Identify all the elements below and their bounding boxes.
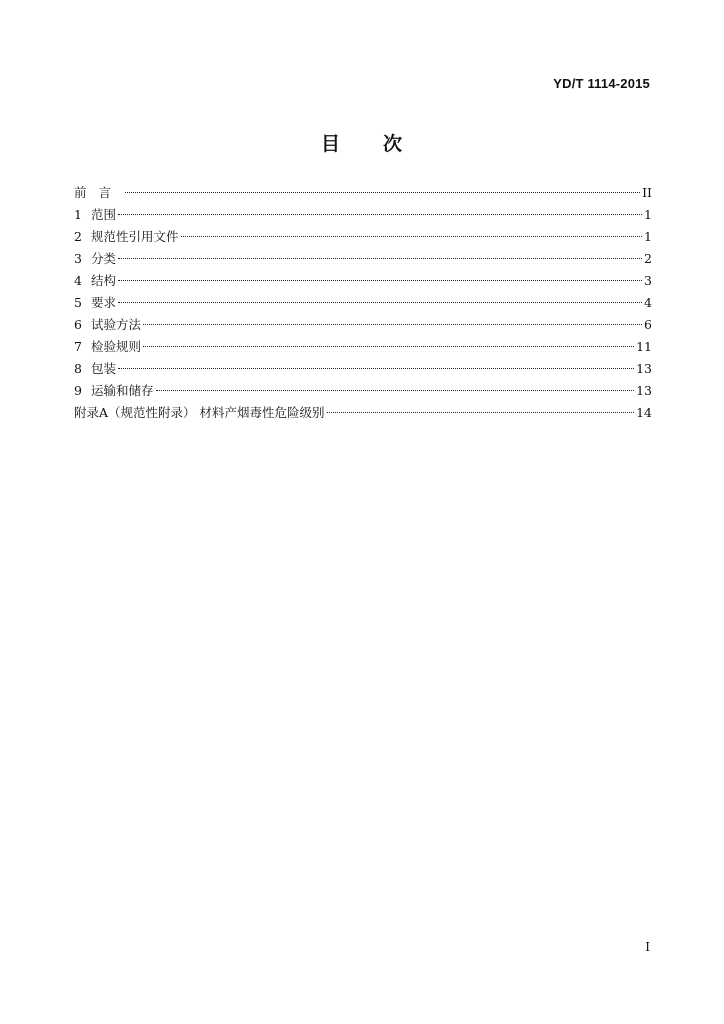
toc-entry-number: 1 (74, 207, 82, 222)
toc-leader (118, 280, 642, 281)
toc-entry-label: 试验方法 (91, 317, 142, 332)
toc-entry-page: 13 (636, 383, 652, 398)
toc-entry-page: 1 (644, 207, 652, 222)
document-code: YD/T 1114-2015 (553, 76, 650, 91)
toc-entry-label: 包装 (91, 361, 117, 376)
toc-entry-label: 规范性引用文件 (91, 229, 179, 244)
toc-entry-appendix-a[interactable] (74, 403, 652, 425)
toc-entry-page: 13 (636, 361, 652, 376)
toc-entry-label: 要求 (91, 295, 117, 310)
toc-entry-page: 11 (636, 339, 652, 354)
toc-leader (327, 412, 635, 413)
toc-leader (118, 214, 642, 215)
toc-entry-page: 4 (644, 295, 652, 310)
toc-leader (118, 368, 634, 369)
toc-leader (118, 302, 642, 303)
toc-entry-label: 运输和储存 (91, 383, 154, 398)
toc-entry-number: 9 (74, 383, 82, 398)
toc-entry-5[interactable] (74, 293, 652, 315)
toc-entry-page: 2 (644, 251, 652, 266)
toc-entry-label: 前言 (74, 185, 124, 200)
toc-entry-number: 4 (74, 273, 82, 288)
toc-leader (118, 258, 642, 259)
toc-entry-1[interactable] (74, 205, 652, 227)
toc-entry-number: 7 (74, 339, 82, 354)
toc-leader (181, 236, 643, 237)
toc-entry-8[interactable] (74, 359, 652, 381)
toc-entry-page: 6 (644, 317, 652, 332)
toc-entry-label: 结构 (91, 273, 117, 288)
toc-entry-number: 3 (74, 251, 82, 266)
toc-entry-page: II (642, 185, 652, 200)
toc-entry-6[interactable] (74, 315, 652, 337)
toc-entry-label: 分类 (91, 251, 117, 266)
toc-entry-label: 附录A（规范性附录） 材料产烟毒性危险级别 (74, 405, 325, 420)
toc-entry-page: 14 (636, 405, 652, 420)
table-of-contents (74, 183, 652, 425)
toc-entry-foreword[interactable] (74, 183, 652, 205)
toc-entry-number: 6 (74, 317, 82, 332)
toc-leader (143, 324, 642, 325)
toc-entry-number: 2 (74, 229, 82, 244)
toc-entry-4[interactable] (74, 271, 652, 293)
toc-entry-page: 1 (644, 229, 652, 244)
toc-title (0, 129, 724, 156)
toc-entry-number: 8 (74, 361, 82, 376)
toc-entry-3[interactable] (74, 249, 652, 271)
toc-title-part1: 目 (320, 133, 341, 155)
toc-leader (143, 346, 634, 347)
page-number: I (645, 940, 650, 954)
toc-leader (156, 390, 635, 391)
toc-entry-7[interactable] (74, 337, 652, 359)
toc-entry-label: 检验规则 (91, 339, 142, 354)
toc-entry-page: 3 (644, 273, 652, 288)
toc-entry-number: 5 (74, 295, 82, 310)
toc-entry-label: 范围 (91, 207, 117, 222)
toc-entry-2[interactable] (74, 227, 652, 249)
toc-title-part2: 次 (383, 133, 404, 155)
toc-leader (125, 192, 640, 193)
toc-entry-9[interactable] (74, 381, 652, 403)
